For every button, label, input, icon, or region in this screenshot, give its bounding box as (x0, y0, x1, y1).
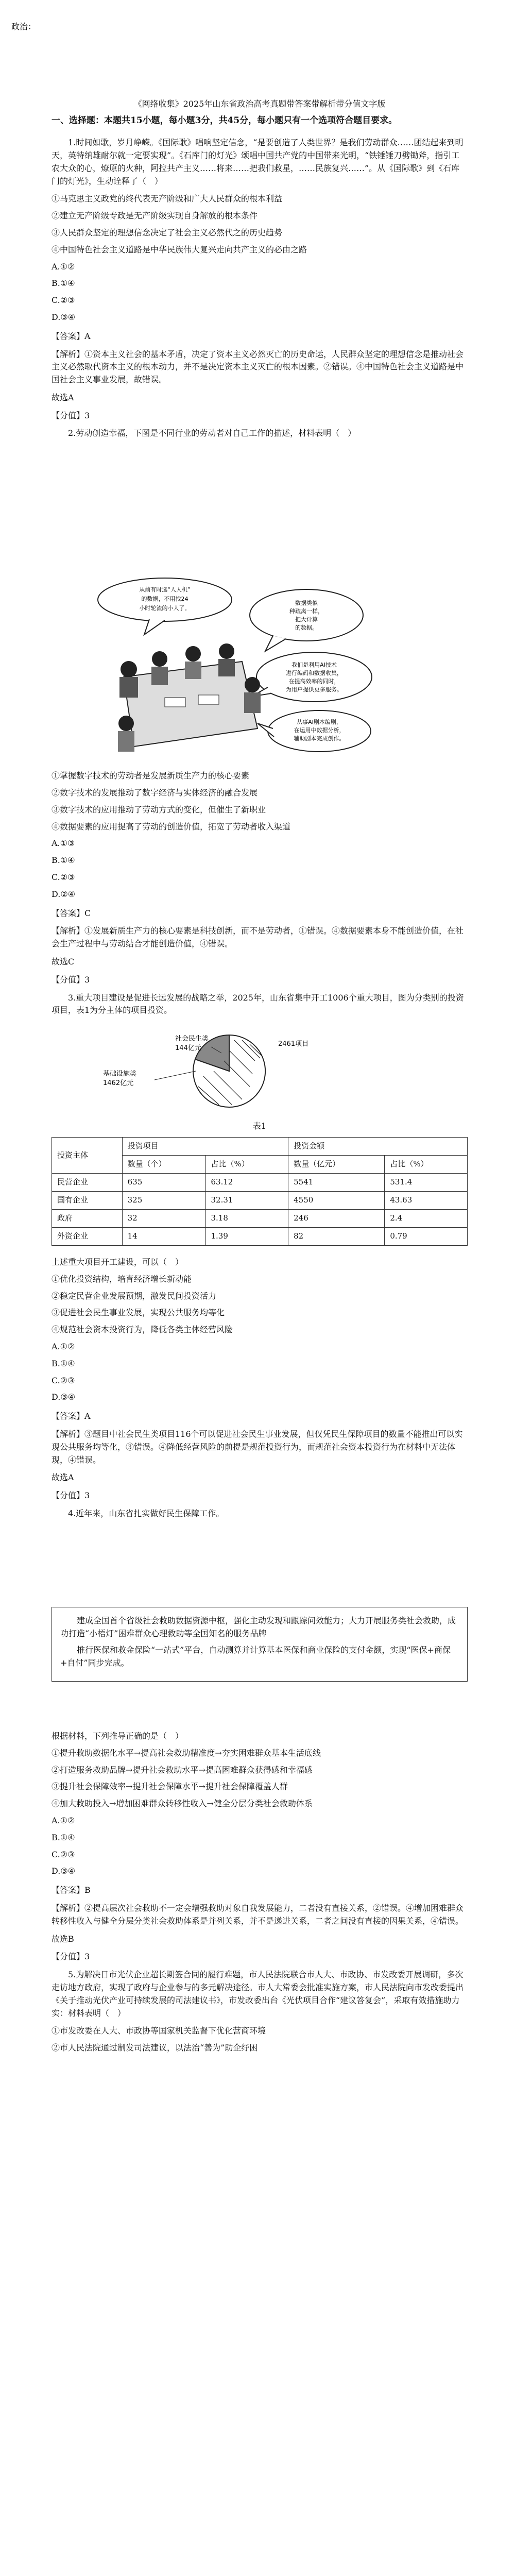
statement: ④规范社会资本投资行为，降低各类主体经营风险 (52, 1325, 233, 1335)
score: 【分值】3 (52, 410, 90, 420)
statement: ②建立无产阶级专政是无产阶级实现自身解放的根本条件 (52, 211, 258, 221)
option: B.①④ (52, 855, 75, 866)
statement: ④数据要素的应用提高了劳动的创造价值，拓宽了劳动者收入渠道 (52, 821, 291, 832)
question-4 (52, 1507, 468, 1963)
bubble-line: 进行编码和数据收集， (286, 670, 342, 677)
option: C.②③ (52, 1849, 75, 1859)
table-header-row (52, 1138, 468, 1156)
answer-pick: 故选C (52, 957, 75, 967)
table-header: 数量（个） (122, 1156, 205, 1174)
table-cell: 5541 (288, 1174, 385, 1192)
bubble-line: 的数据，不用找24 (141, 596, 188, 603)
option: C.②③ (52, 295, 75, 306)
table-illustration (118, 643, 261, 752)
option: B.①④ (52, 1832, 75, 1842)
table-cell: 2.4 (385, 1210, 468, 1228)
option: A.①② (52, 1815, 75, 1825)
question-stem: 2.劳动创造幸福，下图是不同行业的劳动者对自己工作的描述，材料表明（ ） (68, 428, 356, 438)
explanation: 【解析】①发展新质生产力的核心要素是科技创新，而不是劳动者，①错误。④数据要素本身不能创造价值，在社会生产过程中与劳动结合才能创造价值，④错误。 (52, 926, 464, 949)
answer-pick: 故选A (52, 1472, 74, 1483)
statement: ③人民群众坚定的理想信念决定了社会主义必然代之的历史趋势 (52, 227, 283, 238)
answer: 【答案】B (52, 1885, 91, 1895)
table-header: 数量（亿元） (288, 1156, 385, 1174)
speech-bubble (258, 710, 371, 752)
table-row (52, 1210, 468, 1228)
bubble-line: 为用户提供更多服务。 (286, 686, 342, 693)
statement: ④中国特色社会主义道路是中华民族伟大复兴走向共产主义的必由之路 (52, 244, 307, 255)
statement: ①市发改委在人大、市政协等国家机关监督下优化营商环境 (52, 2026, 266, 2036)
explanation: 【解析】③题目中社会民生类项目116个可以促进社会民生事业发展，但仅凭民生保障项目的数量不能推出可以实现公共服务均等化，③错误。④降低经营风险的前提是规范投资行为，而规范社会资本投资行为在材料中无法体现，④错误。 (52, 1429, 463, 1465)
subject-label: 政治： (11, 22, 37, 31)
bubble-line: 辅助剧本完成创作。 (294, 735, 345, 742)
option: D.②④ (52, 889, 76, 899)
bubble-line: 小时轮流的小人了。 (139, 605, 191, 612)
statement: ④加大救助投入→增加困难群众转移性收入→健全分层分类社会救助体系 (52, 1799, 313, 1809)
table-cell: 32.31 (205, 1192, 288, 1210)
statement: ①优化投资结构，培育经济增长新动能 (52, 1274, 192, 1284)
option: B.①④ (52, 278, 75, 289)
question-5 (52, 1969, 468, 2055)
statement: ①提升救助数据化水平→提高社会救助精准度→夯实困难群众基本生活底线 (52, 1748, 321, 1758)
option: A.①③ (52, 838, 75, 849)
table-header: 投资项目 (122, 1138, 288, 1156)
table-cell: 63.12 (205, 1174, 288, 1192)
material-box (52, 1607, 468, 1682)
option: A.①② (52, 261, 75, 272)
statement: ①马克思主义政党的终代表无产阶级和广大人民群众的根本利益 (52, 194, 283, 204)
question-3 (52, 992, 468, 1502)
explanation: 【解析】①资本主义社会的基本矛盾，决定了资本主义必然灭亡的历史命运，人民群众坚定的理想信念是推动社会主义必然取代资本主义的根本动力，并不是决定资本主义灭亡的根本因素。②错误。④中国特色社会主义道路是中国社会主义事业发展，故错误。 (52, 349, 464, 385)
speech-bubble (250, 589, 363, 651)
doc-title: 《网络收集》2025年山东省政治高考真题带答案带解析带分值文字版 (133, 99, 386, 109)
material-paragraph: 建成全国首个省级社会救助数据资源中枢，强化主动发现和跟踪问效能力；大力开展服务类社会救助，成功打造“小梧灯”困难群众心理救助等全国知名的服务品牌 (60, 1615, 456, 1638)
question-stem: 4.近年来，山东省扎实做好民生保障工作。 (68, 1508, 225, 1518)
table-header: 投资金额 (288, 1138, 468, 1156)
option: D.③④ (52, 1392, 76, 1402)
statement: ①掌握数字技术的劳动者是发展新质生产力的核心要素 (52, 771, 250, 781)
statement: ③提升社会保障效率→提升社会保障水平→提升社会保障覆盖人群 (52, 1782, 288, 1792)
answer: 【答案】A (52, 331, 91, 341)
table-cell: 国有企业 (52, 1192, 123, 1210)
option: C.②③ (52, 1375, 75, 1385)
statement: ③数字技术的应用推动了劳动方式的变化，但催生了新职业 (52, 804, 266, 815)
table-cell: 4550 (288, 1192, 385, 1210)
material-paragraph: 推行医保和救金保险“一站式”平台，自动测算并计算基本医保和商业保险的支付金额，实现“医保+商保+自付”同步完成。 (60, 1645, 451, 1668)
pie-label: 基础设施类 (103, 1070, 137, 1078)
statement: ②数字技术的发展推动了数字经济与实体经济的融合发展 (52, 788, 258, 798)
table-row (52, 1192, 468, 1210)
cartoon-figure (88, 574, 376, 759)
document-body (52, 98, 468, 2059)
question-lead: 上述重大项目开工建设，可以（ ） (52, 1257, 184, 1267)
table-cell: 531.4 (385, 1174, 468, 1192)
table-cell: 0.79 (385, 1228, 468, 1246)
table-cell: 325 (122, 1192, 205, 1210)
table-row (52, 1174, 468, 1192)
pie-label: 144亿元 (175, 1044, 201, 1053)
bubble-line: 从事AI剧本编剧， (297, 719, 342, 726)
pie-label: 1462亿元 (103, 1079, 134, 1088)
table-cell: 82 (288, 1228, 385, 1246)
score: 【分值】3 (52, 1490, 90, 1501)
table-row (52, 1228, 468, 1246)
table-cell: 14 (122, 1228, 205, 1246)
option: D.③④ (52, 1866, 76, 1876)
table-header: 占比（%） (385, 1156, 468, 1174)
question-stem: 1.时间如歌，岁月峥嵘。《国际歌》唱响坚定信念，“是要创造了人类世界？是我们劳动群众……团结起来到明天，英特纳雄耐尔就一定要实现”。《石库门的灯光》颂唱中国共产党的中国带来光明，“铁锤锤刀劈锄斧，指引工农大众的心，燎原的火种，阿拉共产主义……将来……把我们救星，……民族复兴……”。从《国际歌》到《石库门的灯光》，生动诠释了（ ） (52, 138, 464, 186)
table-cell: 外资企业 (52, 1228, 123, 1246)
question-stem: 3.重大项目建设是促进长远发展的战略之举，2025年，山东省集中开工1006个重大项目，图为分类别的投资项目，表1为分主体的项目投资。 (52, 992, 464, 1015)
speech-bubble (251, 652, 372, 702)
question-2 (52, 427, 468, 986)
statement: ②稳定民营企业发展预期，激发民间投资活力 (52, 1291, 217, 1301)
section-header: 一、选择题：本题共15小题，每小题3分，共45分，每小题只有一个选项符合题目要求。 (52, 115, 398, 126)
score: 【分值】3 (52, 974, 90, 985)
question-stem: 5.为解决日市光伏企业超长期签合同的履行难题，市人民法院联合市人大、市政协、市发改委开展调研，多次走访地方政府，实现了政府与企业参与的多元解决途径。市人大常委会批准实施方案，市人民法院向市发改委提出《关于推动光伏产业可持续发展的司法建议书》，市发改委出台《光伏项目合作“建议答复会”，采取有效措施助力实：材料表明（ ） (52, 1970, 464, 2018)
table-header: 占比（%） (205, 1156, 288, 1174)
bubble-line: 种疏离一样， (289, 608, 323, 615)
bubble-line: 的数据。 (295, 624, 318, 632)
option: D.③④ (52, 312, 76, 322)
table-cell: 43.63 (385, 1192, 468, 1210)
pie-label: 社会民生类 (175, 1035, 209, 1043)
option: B.①④ (52, 1358, 75, 1368)
table-cell: 1.39 (205, 1228, 288, 1246)
option: C.②③ (52, 872, 75, 883)
speech-bubble (98, 578, 232, 635)
explanation: 【解析】②提高层次社会救助不一定会增强救助对象自我发展能力，二者没有直接关系，②错误。④增加困难群众转移性收入与健全分层分类社会救助体系是并列关系，并不是递进关系，二者之间没有直接的因果关系，④错误。 (52, 1903, 464, 1926)
answer-pick: 故选B (52, 1934, 74, 1944)
statement: ③促进社会民生事业发展，实现公共服务均等化 (52, 1308, 225, 1318)
pie-label: 2461项目 (278, 1040, 309, 1048)
score: 【分值】3 (52, 1952, 90, 1962)
table-cell: 3.18 (205, 1210, 288, 1228)
table-cell: 246 (288, 1210, 385, 1228)
answer-pick: 故选A (52, 392, 74, 402)
question-1 (52, 137, 468, 422)
table-cell: 32 (122, 1210, 205, 1228)
option: A.①② (52, 1342, 75, 1352)
question-lead: 根据材料，下列推导正确的是（ ） (52, 1731, 184, 1741)
bubble-line: 把大计算 (295, 616, 318, 623)
statement: ②市人民法院通过制发司法建议，以法治“善为”助企纾困 (52, 2043, 258, 2053)
answer: 【答案】C (52, 908, 91, 918)
bubble-line: 从前有时选“人人机” (139, 586, 191, 594)
statement: ②打造服务救助品牌→提升社会救助水平→提高困难群众获得感和幸福感 (52, 1765, 313, 1775)
pie-figure (52, 1022, 468, 1120)
bubble-line: 在运用中数据分析， (294, 727, 345, 734)
table-cell: 635 (122, 1174, 205, 1192)
table-cell: 民营企业 (52, 1174, 123, 1192)
answer: 【答案】A (52, 1411, 91, 1421)
bubble-line: 在提高效率的同时， (288, 678, 340, 685)
table-caption: 表1 (252, 1121, 267, 1131)
bubble-line: 我们是利用AI技术 (291, 662, 337, 669)
table-cell: 政府 (52, 1210, 123, 1228)
investment-table (52, 1137, 468, 1246)
table-header: 投资主体 (52, 1138, 123, 1174)
bubble-line: 数据类似 (295, 600, 318, 607)
